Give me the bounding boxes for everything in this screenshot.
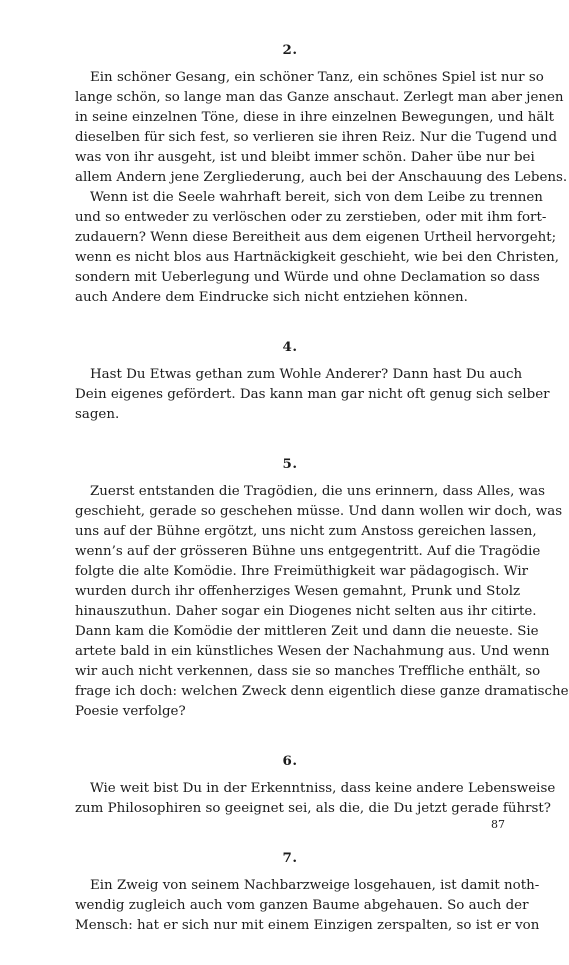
text-line: wendig zugleich auch vom ganzen Baume abgehauen. So auch der [75,898,529,913]
text-line: und so entweder zu verlöschen oder zu zerstieben, oder mit ihm fort- [75,210,547,225]
text-line: Zuerst entstanden die Tragödien, die uns erinnern, dass Alles, was [90,484,545,499]
text-line: auch Andere dem Eindrucke sich nicht entziehen können. [75,290,468,305]
text-line: sondern mit Ueberlegung und Würde und ohne Declamation so dass [75,270,540,285]
text-line: sagen. [75,407,120,422]
text-line: Dein eigenes gefördert. Das kann man gar nicht oft genug sich selber [75,387,550,402]
text-line: artete bald in ein künstliches Wesen der Nachahmung aus. Und wenn [75,644,550,659]
text-line: Wenn ist die Seele wahrhaft bereit, sich von dem Leibe zu trennen [90,190,543,205]
text-line: wenn es nicht blos aus Hartnäckigkeit geschieht, wie bei den Christen, [75,250,560,265]
text-line: Ein schöner Gesang, ein schöner Tanz, ein schönes Spiel ist nur so [90,70,544,85]
text-line: zudauern? Wenn diese Bereitheit aus dem eigenen Urtheil hervorgeht; [75,230,557,245]
section-6 [75,751,556,819]
text-line: Wie weit bist Du in der Erkenntniss, dass keine andere Lebensweise [90,781,556,796]
text-line: in seine einzelnen Töne, diese in ihre einzelnen Bewegungen, und hält [75,110,555,125]
paragraph [75,482,569,722]
text-line: zum Philosophiren so geeignet sei, als die, die Du jetzt gerade führst? [75,801,551,816]
section-number: 6. [282,753,298,769]
text-line: wenn’s auf der grösseren Bühne uns entgegentritt. Auf die Tragödie [75,544,541,559]
text-line: Poesie verfolge? [75,704,186,719]
paragraph [75,188,560,308]
section-5 [75,454,569,722]
text-line: dieselben für sich fest, so verlieren sie ihren Reiz. Nur die Tugend und [75,130,558,145]
text-line: hinauszuthun. Daher sogar ein Diogenes nicht selten aus ihr citirte. [75,604,537,619]
text-line: folgte die alte Komödie. Ihre Freimüthigkeit war pädagogisch. Wir [75,564,529,579]
text-line: frage ich doch: welchen Zweck denn eigentlich diese ganze dramatische [75,684,569,699]
section-number: 5. [282,456,298,472]
text-line: wir auch nicht verkennen, dass sie so manches Treffliche enthält, so [75,664,541,679]
text-line: lange schön, so lange man das Ganze anschaut. Zerlegt man aber jenen [75,90,564,105]
text-line: geschieht, gerade so geschehen müsse. Und dann wollen wir doch, was [75,504,563,519]
text-line: Ein Zweig von seinem Nachbarzweige losgehauen, ist damit noth- [90,878,540,893]
text-line: uns auf der Bühne ergötzt, uns nicht zum Anstoss gereichen lassen, [75,524,537,539]
paragraph [75,68,568,188]
book-page [75,40,569,965]
section-7 [75,848,540,936]
section-number: 4. [282,339,298,355]
text-line: Hast Du Etwas gethan zum Wohle Anderer? Dann hast Du auch [90,367,523,382]
paragraph [75,365,550,425]
paragraph [75,779,556,819]
text-line: Dann kam die Komödie der mittleren Zeit und dann die neueste. Sie [75,624,539,639]
section-number: 7. [282,850,298,866]
page-number: 87 [491,818,505,831]
text-line: allem Andern jene Zergliederung, auch bei der Anschauung des Lebens. [75,170,568,185]
paragraph [75,876,540,936]
section-4 [75,337,550,425]
section-number: 2. [282,42,298,58]
section-2 [75,40,568,308]
text-line: was von ihr ausgeht, ist und bleibt immer schön. Daher übe nur bei [75,150,535,165]
text-line: wurden durch ihr offenherziges Wesen gemahnt, Prunk und Stolz [75,584,521,599]
text-line: Mensch: hat er sich nur mit einem Einzigen zerspalten, so ist er von [75,918,540,933]
